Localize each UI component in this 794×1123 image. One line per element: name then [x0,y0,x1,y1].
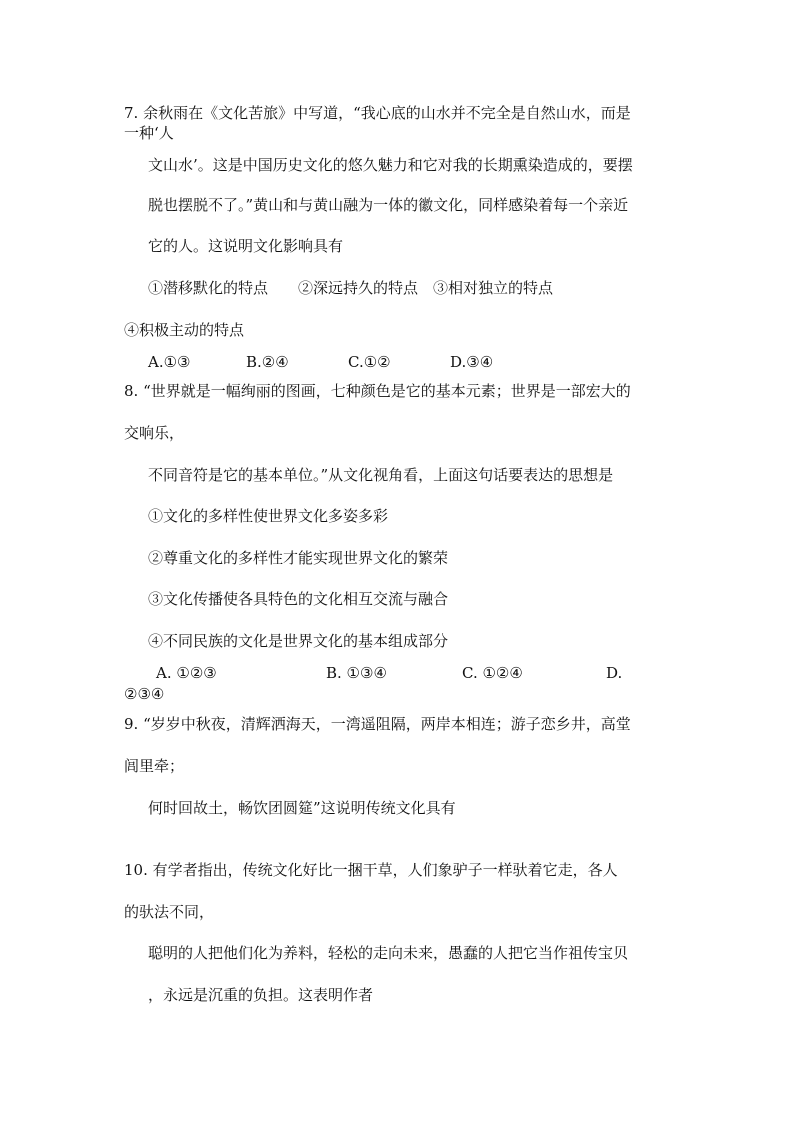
answer-option-b: B. ①③④ [326,664,387,682]
question-stem-line: 8. “世界就是一幅绚丽的图画，七种颜色是它的基本元素；世界是一部宏大的 [124,382,631,400]
question-item: ①文化的多样性使世界文化多姿多彩 [148,507,389,525]
answer-option-b: B.②④ [246,353,289,371]
question-stem-line: ，永远是沉重的负担。这表明作者 [148,986,374,1004]
answer-option-d: D.③④ [450,353,494,371]
question-item: ②尊重文化的多样性才能实现世界文化的繁荣 [148,549,449,567]
answer-option-c: C. ①②④ [462,664,523,682]
question-stem-line: 交响乐， [124,424,185,442]
question-stem-line: 闾里牵； [124,757,185,775]
question-item: ④不同民族的文化是世界文化的基本组成部分 [148,632,449,650]
question-stem-line: 聪明的人把他们化为养料，轻松的走向未来，愚蠢的人把它当作祖传宝贝 [148,944,629,962]
answer-option-d: D. [606,664,623,682]
answer-option-d-value: ②③④ [124,685,165,703]
question-item: ③文化传播使各具特色的文化相互交流与融合 [148,590,449,608]
answer-option-c: C.①② [348,353,391,371]
answer-option-a: A. ①②③ [156,664,217,682]
question-stem-line: 9. “岁岁中秋夜，清辉洒海天，一湾遥阻隔，两岸本相连；游子恋乡井，高堂 [124,715,631,733]
question-stem-line: 7. 余秋雨在《文化苦旅》中写道，“我心底的山水并不完全是自然山水，而是 [124,104,631,122]
question-stem-line: 的驮法不同， [124,903,215,921]
question-stem-line: 10. 有学者指出，传统文化好比一捆干草，人们象驴子一样驮着它走，各人 [124,861,618,879]
question-stem-line: 不同音符是它的基本单位。”从文化视角看，上面这句话要表达的思想是 [148,466,614,484]
question-stem-line: 它的人。这说明文化影响具有 [148,237,344,255]
question-stem-line: 何时回故土，畅饮团圆筵”这说明传统文化具有 [148,799,456,817]
answer-option-a: A.①③ [148,353,191,371]
question-stem-line: 文山水’。这是中国历史文化的悠久魅力和它对我的长期熏染造成的，要摆 [148,156,633,174]
question-stem-line: 一种‘人 [124,124,174,142]
question-stem-line: 脱也摆脱不了。”黄山和与黄山融为一体的徽文化，同样感染着每一个亲近 [148,196,629,214]
question-item: ④积极主动的特点 [124,321,245,339]
question-item: ①潜移默化的特点 ②深远持久的特点 ③相对独立的特点 [148,279,554,297]
